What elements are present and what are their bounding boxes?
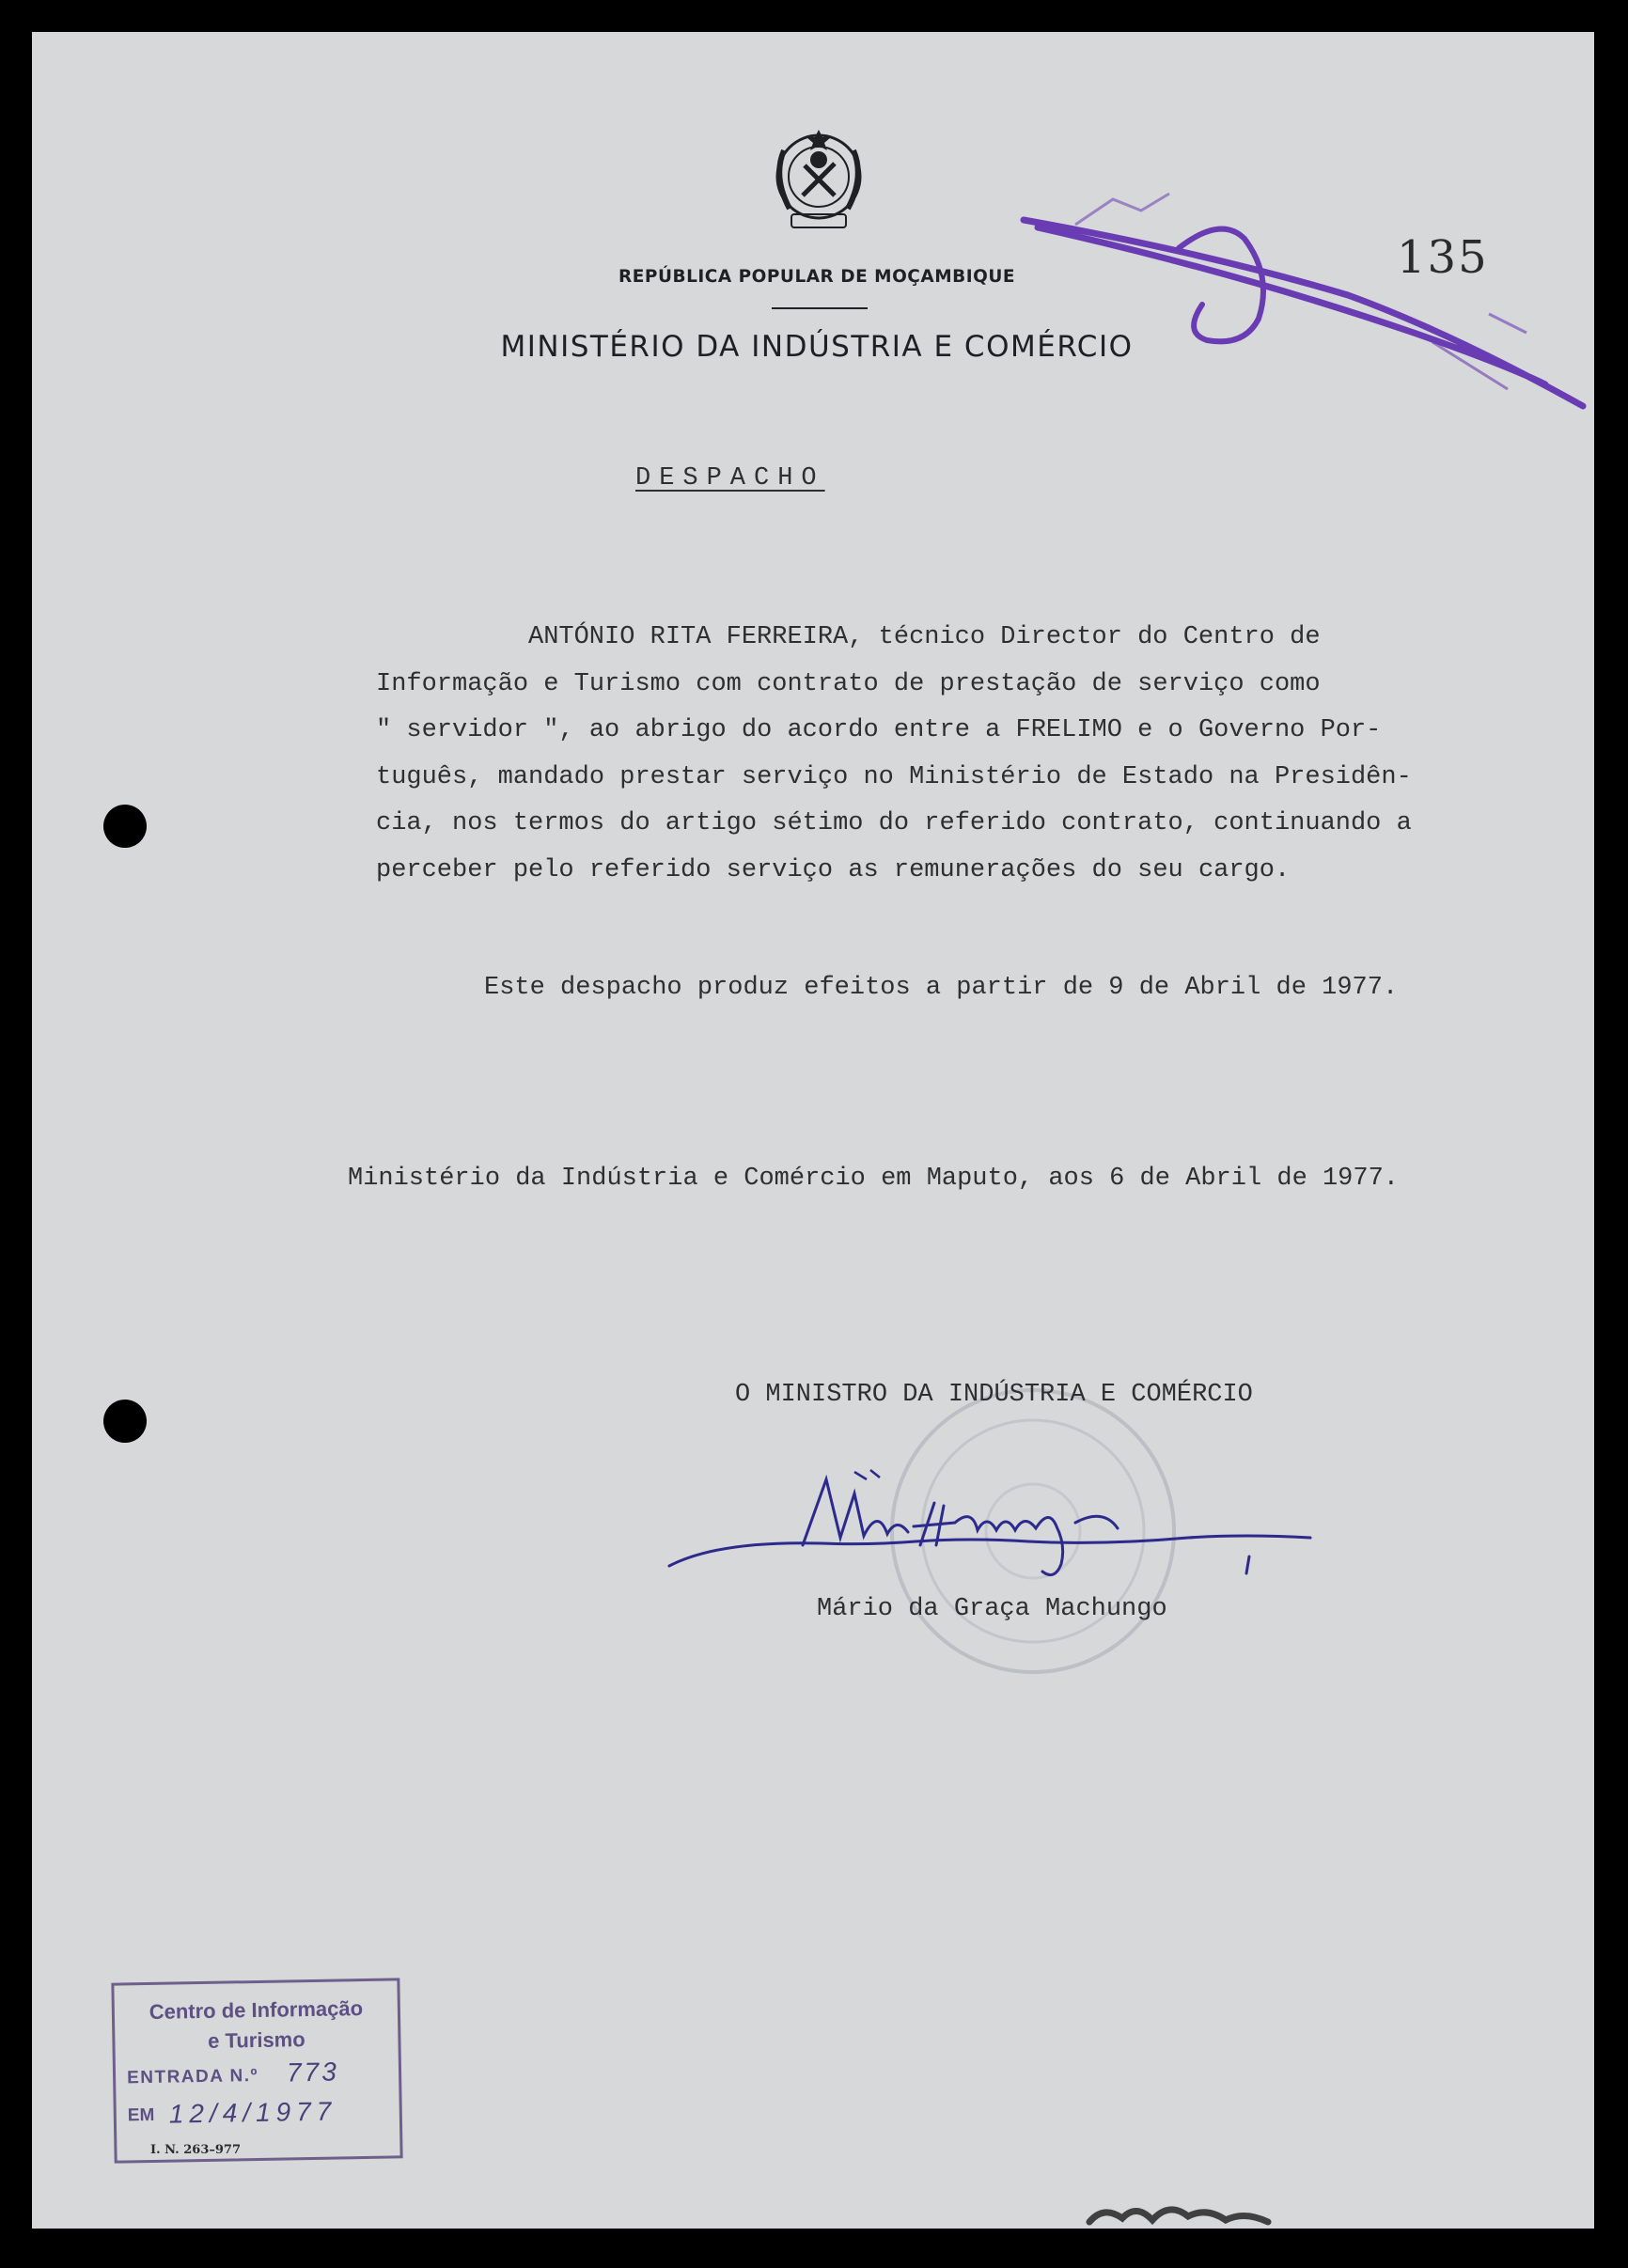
document-page	[32, 32, 1594, 2229]
page-number: 135	[1397, 231, 1489, 284]
paragraph-line: Informação e Turismo com contrato de prestação de serviço como	[376, 669, 1321, 698]
punch-hole	[103, 1400, 147, 1443]
stamp-line-2: e Turismo	[207, 2027, 305, 2053]
document-title: DESPACHO	[635, 464, 825, 493]
paragraph-line: " servidor ", ao abrigo do acordo entre a FRELIMO e o Governo Por-	[376, 716, 1382, 744]
effective-date-paragraph: Este despacho produz efeitos a partir de 9 de Abril de 1977.	[484, 974, 1399, 1002]
paragraph-1	[376, 615, 1495, 894]
paragraph-line: ANTÓNIO RITA FERREIRA, técnico Director do Centro de	[528, 623, 1321, 651]
ink-stroke-mark	[1019, 182, 1620, 483]
punch-hole	[103, 805, 147, 848]
paragraph-line: cia, nos termos do artigo sétimo do referido contrato, continuando a	[376, 809, 1412, 837]
stamp-line-1: Centro de Informação	[149, 1996, 364, 2024]
signatory-role: O MINISTRO DA INDÚSTRIA E COMÉRCIO	[735, 1381, 1253, 1409]
place-and-date: Ministério da Indústria e Comércio em Maputo, aos 6 de Abril de 1977.	[348, 1165, 1399, 1193]
stamp-entry-label: ENTRADA N.º	[126, 2065, 259, 2088]
ministry-heading: MINISTÉRIO DA INDÚSTRIA E COMÉRCIO	[500, 330, 1134, 364]
paragraph-line: tuguês, mandado prestar serviço no Ministério de Estado na Presidên-	[376, 762, 1412, 791]
stamp-date-value: 12/4/1977	[168, 2096, 337, 2129]
stamp-date-label: EM	[127, 2104, 155, 2126]
stamp-entry-number: 773	[286, 2057, 340, 2088]
handwritten-signature	[662, 1451, 1320, 1592]
country-heading: REPÚBLICA POPULAR DE MOÇAMBIQUE	[618, 267, 1015, 287]
footer-code: I. N. 263–977	[150, 2143, 242, 2157]
mozambique-coat-of-arms-icon	[763, 122, 874, 237]
ink-smudge	[1085, 2194, 1273, 2229]
signatory-name: Mário da Graça Machungo	[817, 1595, 1167, 1623]
entry-stamp	[111, 1978, 402, 2163]
paragraph-line: perceber pelo referido serviço as remunerações do seu cargo.	[376, 855, 1291, 884]
heading-divider	[772, 307, 868, 309]
